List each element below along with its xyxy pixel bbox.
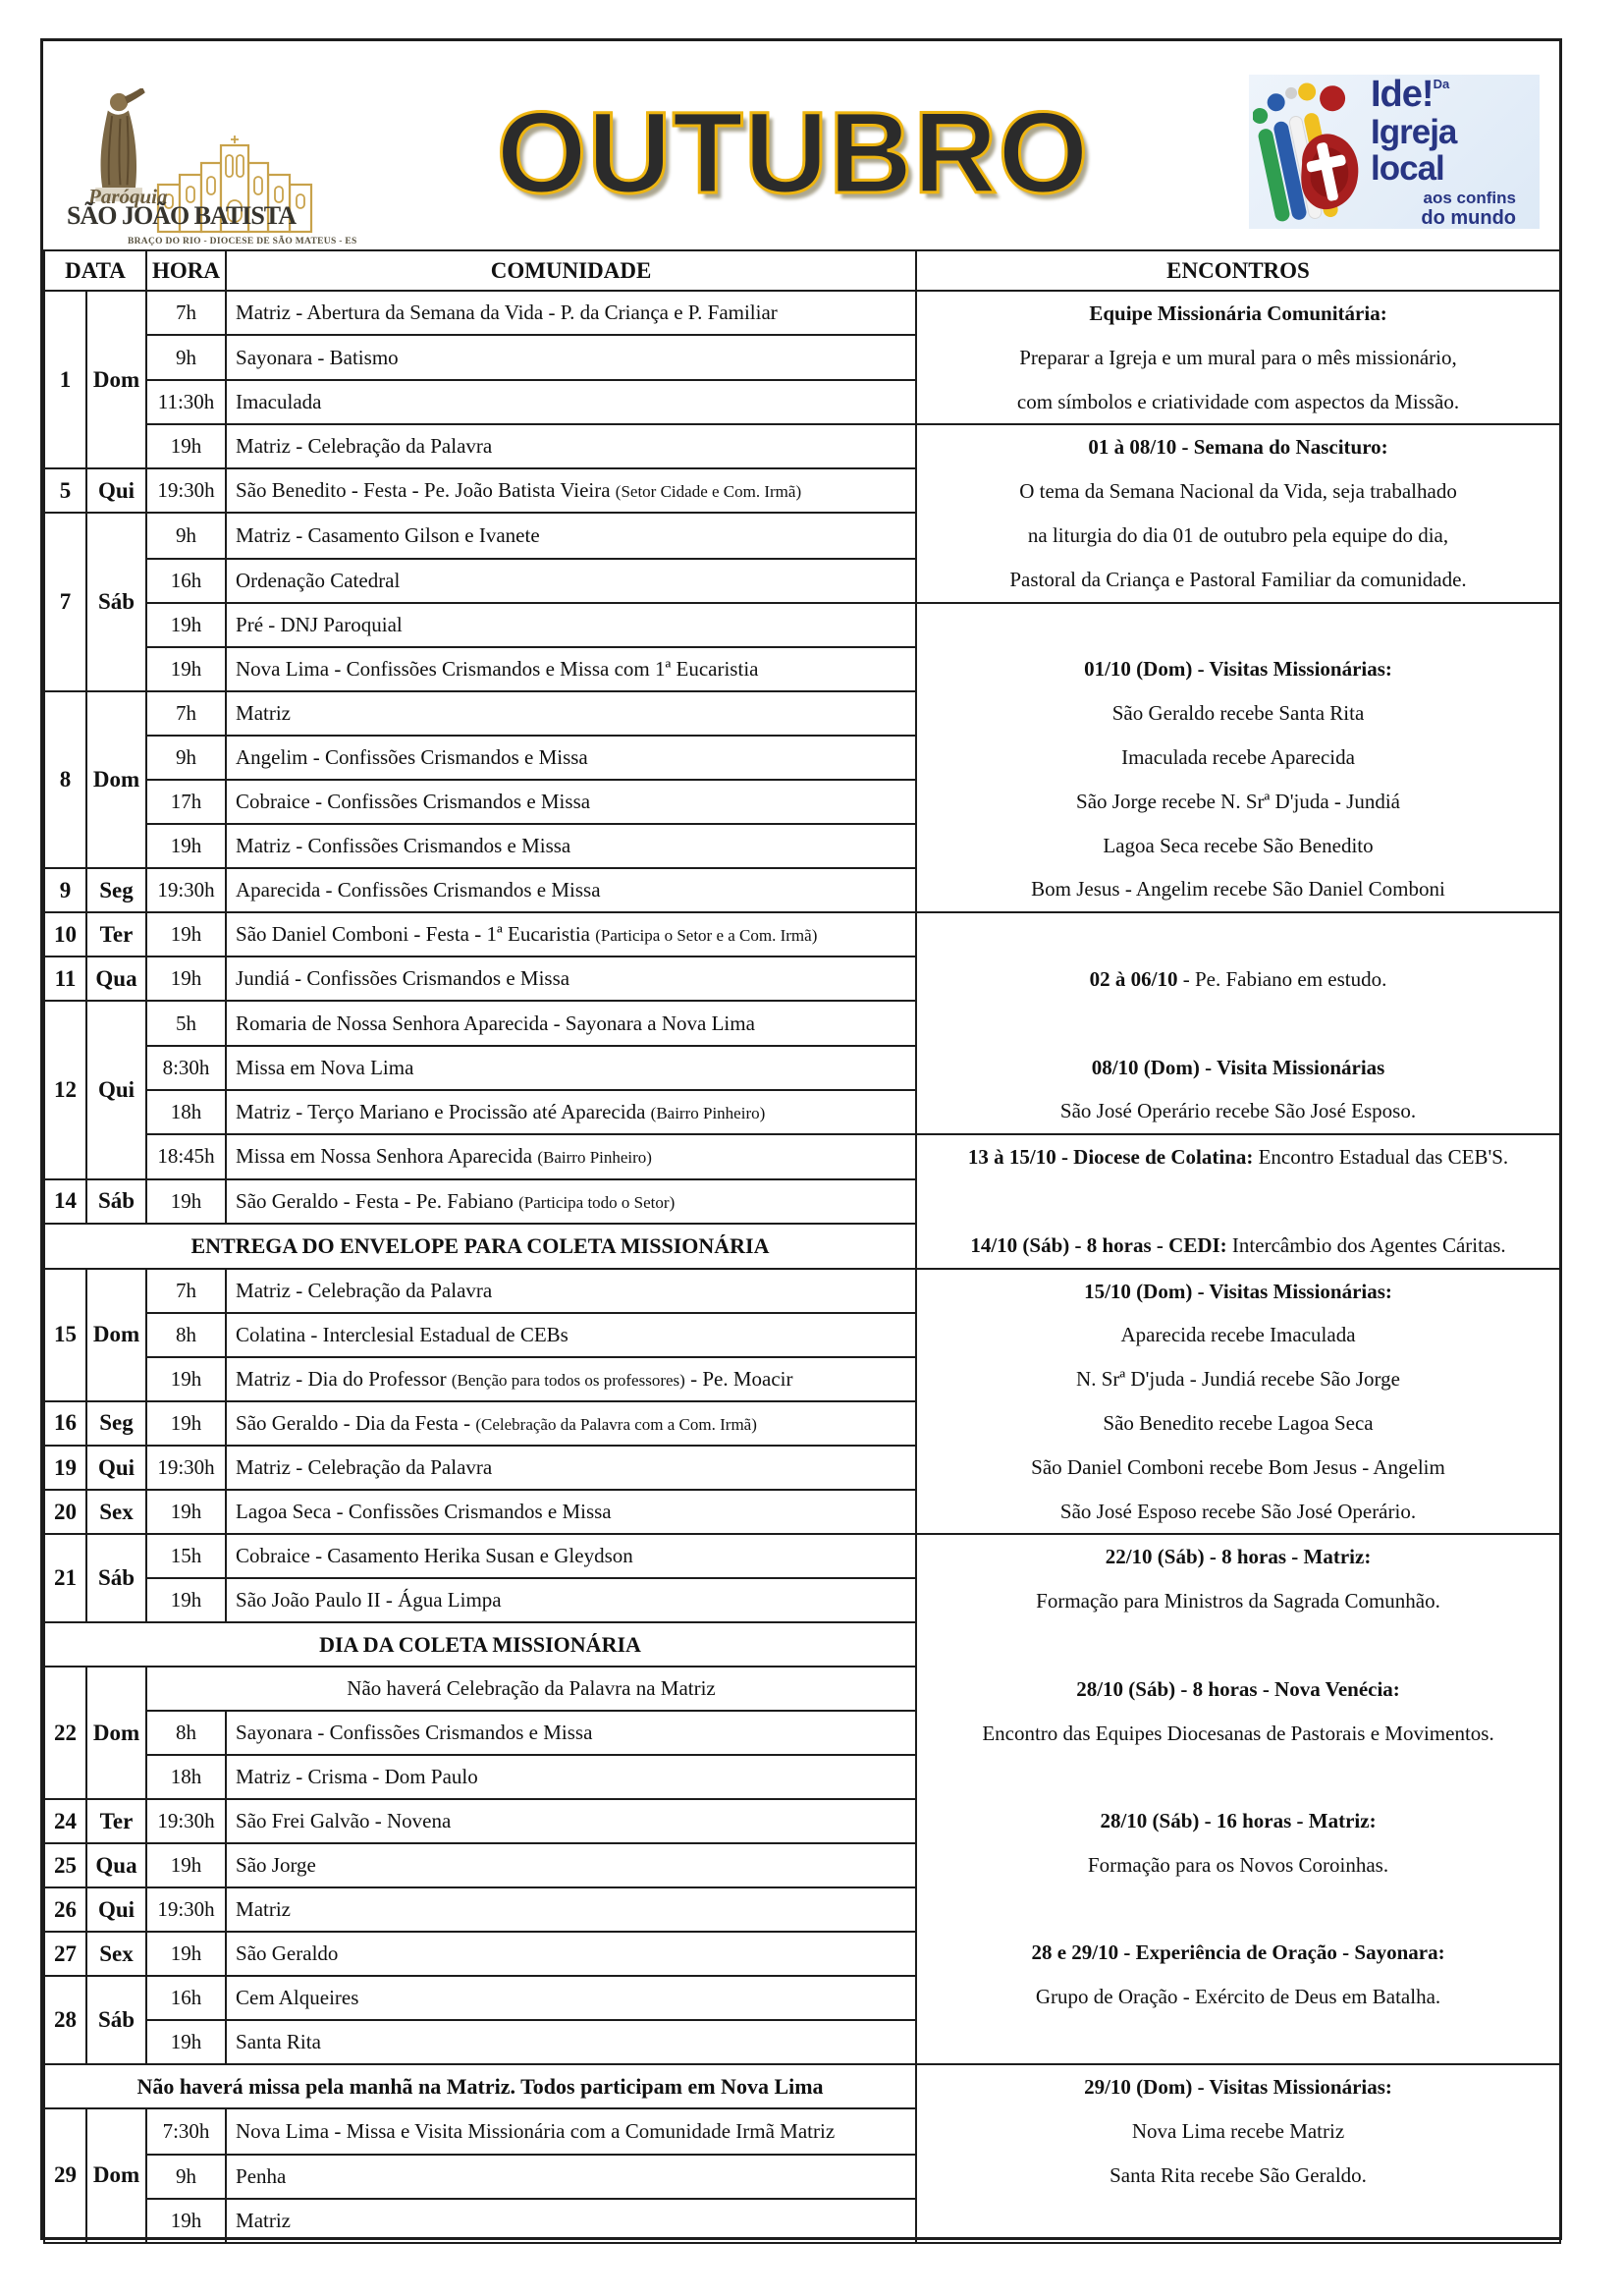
bold-segment: 08/10 (Dom) - Visita Missionárias — [1091, 1055, 1385, 1079]
day-number-cell: 24 — [44, 1799, 86, 1843]
community-cell — [226, 912, 916, 957]
time-cell: 19h — [146, 424, 226, 468]
community-cell — [226, 1932, 916, 1976]
text-segment: na liturgia do dia 01 de outubro pela equipe do dia, — [1027, 522, 1449, 547]
day-name-cell: Dom — [86, 291, 146, 468]
encontros-line — [917, 1270, 1559, 1314]
text-segment: Nova Lima - Confissões Crismandos e Missa com 1ª Eucaristia — [236, 656, 759, 681]
encontros-blank-line — [917, 2019, 1559, 2063]
day-name-cell: Sáb — [86, 1179, 146, 1224]
mission-text-do-mundo: do mundo — [1421, 207, 1516, 229]
community-cell — [226, 780, 916, 824]
encontros-line — [917, 380, 1559, 424]
time-cell: 18h — [146, 1090, 226, 1134]
encontros-line — [917, 1799, 1559, 1843]
text-segment: Nova Lima recebe Matriz — [1131, 2119, 1345, 2144]
text-segment: São Frei Galvão - Novena — [236, 1809, 452, 1833]
mission-text-ide: Ide! — [1371, 75, 1434, 115]
text-segment: Encontro Estadual das CEB'S. — [1253, 1145, 1509, 1170]
community-cell — [226, 1090, 916, 1134]
community-cell — [226, 1755, 916, 1799]
text-segment: Matriz - Dia do Professor — [236, 1366, 452, 1391]
text-segment: Pastoral da Criança e Pastoral Familiar da comunidade. — [1009, 567, 1467, 591]
text-segment: São Geraldo - Festa - Pe. Fabiano — [236, 1188, 519, 1213]
text-segment: - Pe. Fabiano em estudo. — [1177, 966, 1387, 991]
day-number-cell: 1 — [44, 291, 86, 468]
community-cell — [226, 291, 916, 335]
time-cell: 7:30h — [146, 2108, 226, 2154]
mission-text-local: local — [1371, 149, 1444, 188]
text-segment: Matriz - Abertura da Semana da Vida - P. da Criança e P. Familiar — [236, 301, 778, 325]
text-segment: Matriz - Confissões Crismandos e Missa — [236, 834, 571, 858]
community-cell — [226, 380, 916, 424]
time-cell: 17h — [146, 780, 226, 824]
day-number-cell: 22 — [44, 1667, 86, 1799]
community-cell — [226, 2108, 916, 2154]
no-celebration-cell: Não haverá Celebração da Palavra na Matriz — [146, 1667, 916, 1711]
bold-segment: Equipe Missionária Comunitária: — [1089, 301, 1387, 325]
time-cell: 7h — [146, 291, 226, 335]
time-cell: 15h — [146, 1534, 226, 1578]
encontros-cell — [916, 291, 1560, 424]
encontros-line — [917, 957, 1559, 1002]
encontros-blank-line — [917, 1755, 1559, 1799]
day-name-cell: Sáb — [86, 513, 146, 690]
day-number-cell: 12 — [44, 1001, 86, 1178]
day-number-cell: 27 — [44, 1932, 86, 1976]
community-cell — [226, 559, 916, 603]
encontros-line — [917, 1975, 1559, 2019]
text-segment: N. Srª D'juda - Jundiá recebe São Jorge — [1076, 1367, 1400, 1392]
day-name-cell: Dom — [86, 1269, 146, 1401]
month-title-wrap — [337, 71, 1249, 220]
encontros-line — [917, 469, 1559, 514]
time-cell: 8:30h — [146, 1046, 226, 1090]
parish-logo-paroquia: Paróquia — [88, 185, 168, 208]
encontros-line — [917, 1667, 1559, 1712]
day-number-cell: 29 — [44, 2108, 86, 2242]
community-cell — [226, 2199, 916, 2243]
mission-text-aos-confins: aos confins — [1423, 189, 1516, 207]
missionary-month-logo — [1249, 75, 1540, 229]
day-name-cell: Seg — [86, 1401, 146, 1446]
text-segment: Matriz - Celebração da Palavra — [236, 434, 493, 459]
community-cell — [226, 1313, 916, 1357]
schedule-row — [44, 1534, 1560, 1578]
day-number-cell: 28 — [44, 1976, 86, 2064]
time-cell: 19h — [146, 1179, 226, 1224]
encontros-line — [917, 558, 1559, 602]
band-cell: Não haverá missa pela manhã na Matriz. Todos participam em Nova Lima — [44, 2064, 916, 2108]
day-name-cell: Sáb — [86, 1976, 146, 2064]
text-segment: Missa em Nova Lima — [236, 1056, 414, 1080]
band-row — [44, 2064, 1560, 2108]
community-cell — [226, 1134, 916, 1178]
small-segment: (Benção para todos os professores) — [451, 1370, 685, 1390]
parish-logo — [57, 41, 357, 249]
day-name-cell: Sáb — [86, 1534, 146, 1622]
community-cell — [226, 647, 916, 691]
day-number-cell: 11 — [44, 957, 86, 1001]
col-header-data: DATA — [44, 250, 146, 291]
encontros-blank-line — [917, 2198, 1559, 2242]
col-header-encontros: ENCONTROS — [916, 250, 1560, 291]
encontros-cell — [916, 1269, 1560, 1535]
text-segment: Matriz - Celebração da Palavra — [236, 1278, 493, 1302]
text-segment: Matriz — [236, 1897, 291, 1922]
day-number-cell: 7 — [44, 513, 86, 690]
encontros-line — [917, 1579, 1559, 1623]
header-row — [44, 250, 1560, 291]
text-segment: Santa Rita recebe São Geraldo. — [1110, 2162, 1367, 2187]
day-number-cell: 25 — [44, 1843, 86, 1887]
community-cell — [226, 1976, 916, 2020]
time-cell: 19h — [146, 1401, 226, 1446]
text-segment: com símbolos e criatividade com aspectos da Missão. — [1016, 389, 1460, 413]
day-number-cell: 19 — [44, 1446, 86, 1490]
parish-logo-subtitle: BRAÇO DO RIO - DIOCESE DE SÃO MATEUS - ES — [128, 237, 357, 246]
community-cell — [226, 824, 916, 868]
text-segment: Cobraice - Confissões Crismandos e Missa — [236, 790, 591, 814]
text-segment: Lagoa Seca - Confissões Crismandos e Missa — [236, 1500, 612, 1524]
day-name-cell: Ter — [86, 1799, 146, 1843]
time-cell: 9h — [146, 335, 226, 379]
day-name-cell: Qui — [86, 1446, 146, 1490]
encontros-blank-line — [917, 913, 1559, 957]
small-segment: (Setor Cidade e Com. Irmã) — [615, 482, 802, 502]
community-cell — [226, 1446, 916, 1490]
text-segment: Romaria de Nossa Senhora Aparecida - Sayonara a Nova Lima — [236, 1011, 755, 1035]
encontros-line — [917, 736, 1559, 780]
text-segment: Ordenação Catedral — [236, 568, 401, 592]
text-segment: Aparecida - Confissões Crismandos e Missa — [236, 878, 601, 902]
day-number-cell: 21 — [44, 1534, 86, 1622]
schedule-row — [44, 1134, 1560, 1178]
text-segment: Formação para os Novos Coroinhas. — [1087, 1852, 1389, 1877]
day-name-cell: Qui — [86, 1001, 146, 1178]
encontros-blank-line — [917, 1623, 1559, 1667]
encontros-blank-line — [917, 1002, 1559, 1046]
time-cell: 11:30h — [146, 380, 226, 424]
text-segment: Grupo de Oração - Exército de Deus em Batalha. — [1035, 1985, 1441, 2009]
time-cell: 19h — [146, 1357, 226, 1401]
schedule-row — [44, 291, 1560, 335]
community-cell — [226, 335, 916, 379]
time-cell: 9h — [146, 2155, 226, 2199]
text-segment: Cem Alqueires — [236, 1986, 359, 2010]
mission-text-igreja: Igreja — [1371, 113, 1457, 151]
small-segment: (Bairro Pinheiro) — [650, 1104, 766, 1123]
community-cell — [226, 1490, 916, 1534]
time-cell: 19h — [146, 1932, 226, 1976]
text-segment: São Daniel Comboni - Festa - 1ª Eucaristia — [236, 922, 596, 947]
text-segment: Matriz - Crisma - Dom Paulo — [236, 1765, 478, 1789]
time-cell: 19h — [146, 2199, 226, 2243]
community-cell — [226, 736, 916, 780]
text-segment: Matriz - Terço Mariano e Procissão até Aparecida — [236, 1100, 651, 1124]
page-frame — [40, 38, 1562, 2240]
encontros-blank-line — [917, 1887, 1559, 1932]
time-cell: 19:30h — [146, 468, 226, 513]
bold-segment: 01/10 (Dom) - Visitas Missionárias: — [1084, 657, 1392, 682]
text-segment: Sayonara - Batismo — [236, 345, 399, 369]
small-segment: (Participa todo o Setor) — [518, 1192, 676, 1212]
bold-segment: 15/10 (Dom) - Visitas Missionárias: — [1084, 1279, 1392, 1303]
mission-logo-text — [1371, 76, 1528, 228]
text-segment: Jundiá - Confissões Crismandos e Missa — [236, 966, 570, 991]
text-segment: Colatina - Interclesial Estadual de CEBs — [236, 1322, 568, 1346]
community-cell — [226, 424, 916, 468]
encontros-cell — [916, 424, 1560, 602]
text-segment: Santa Rita — [236, 2030, 321, 2054]
community-cell — [226, 1401, 916, 1446]
encontros-line — [917, 2154, 1559, 2198]
text-segment: São Benedito - Festa - Pe. João Batista Vieira — [236, 478, 616, 503]
month-title: OUTUBRO — [496, 88, 1090, 218]
text-segment: Lagoa Seca recebe São Benedito — [1103, 833, 1374, 857]
time-cell: 18:45h — [146, 1134, 226, 1178]
time-cell: 19h — [146, 603, 226, 647]
time-cell: 19h — [146, 647, 226, 691]
text-segment: Nova Lima - Missa e Visita Missionária com a Comunidade Irmã Matriz — [236, 2118, 836, 2143]
community-cell — [226, 513, 916, 558]
calendar-body — [44, 291, 1560, 2243]
community-cell — [226, 468, 916, 513]
text-segment: São José Esposo recebe São José Operário. — [1059, 1499, 1417, 1523]
encontros-line — [917, 1535, 1559, 1579]
page-header — [43, 41, 1559, 249]
encontros-line — [917, 292, 1559, 336]
bold-segment: 13 à 15/10 - Diocese de Colatina: — [967, 1145, 1254, 1170]
day-number-cell: 15 — [44, 1269, 86, 1401]
text-segment: Penha — [236, 2163, 287, 2188]
day-name-cell: Dom — [86, 691, 146, 869]
day-name-cell: Seg — [86, 868, 146, 912]
schedule-row — [44, 1269, 1560, 1313]
text-segment: Pré - DNJ Paroquial — [236, 612, 403, 636]
text-segment: São Geraldo recebe Santa Rita — [1111, 701, 1365, 726]
encontros-cell — [916, 1534, 1560, 2064]
time-cell: 9h — [146, 513, 226, 558]
calendar-table — [43, 249, 1561, 2244]
text-segment: São Geraldo - Dia da Festa - — [236, 1410, 476, 1435]
day-name-cell: Qui — [86, 1887, 146, 1932]
encontros-line — [917, 425, 1559, 469]
time-cell: 19h — [146, 1843, 226, 1887]
time-cell: 19:30h — [146, 868, 226, 912]
encontros-line — [917, 824, 1559, 868]
time-cell: 8h — [146, 1313, 226, 1357]
encontros-cell — [916, 912, 1560, 1134]
schedule-row — [44, 912, 1560, 957]
text-segment: Imaculada — [236, 390, 322, 414]
text-segment: São Daniel Comboni recebe Bom Jesus - Angelim — [1031, 1454, 1445, 1479]
time-cell: 7h — [146, 1269, 226, 1313]
time-cell: 16h — [146, 559, 226, 603]
schedule-row — [44, 424, 1560, 468]
day-number-cell: 16 — [44, 1401, 86, 1446]
day-name-cell: Dom — [86, 1667, 146, 1799]
text-segment: Preparar a Igreja e um mural para o mês missionário, — [1019, 345, 1457, 369]
day-name-cell: Qui — [86, 468, 146, 513]
time-cell: 19:30h — [146, 1887, 226, 1932]
time-cell: 5h — [146, 1001, 226, 1046]
time-cell: 19h — [146, 1578, 226, 1622]
footprint-heart-icon — [1253, 79, 1369, 226]
time-cell: 9h — [146, 736, 226, 780]
encontros-line — [917, 1446, 1559, 1490]
encontros-line — [917, 1401, 1559, 1446]
community-cell — [226, 1534, 916, 1578]
encontros-line — [917, 1089, 1559, 1133]
text-segment: Sayonara - Confissões Crismandos e Missa — [236, 1721, 593, 1745]
community-cell — [226, 1179, 916, 1224]
day-number-cell: 9 — [44, 868, 86, 912]
encontros-line — [917, 2065, 1559, 2109]
bold-segment: 29/10 (Dom) - Visitas Missionárias: — [1084, 2075, 1392, 2100]
bold-segment: 22/10 (Sáb) - 8 horas - Matriz: — [1105, 1545, 1372, 1569]
day-name-cell: Ter — [86, 912, 146, 957]
band-cell: DIA DA COLETA MISSIONÁRIA — [44, 1622, 916, 1667]
encontros-line — [917, 1843, 1559, 1887]
community-cell — [226, 1799, 916, 1843]
community-cell — [226, 1269, 916, 1313]
community-cell — [226, 603, 916, 647]
encontros-line — [917, 1313, 1559, 1357]
time-cell: 8h — [146, 1711, 226, 1755]
time-cell: 19:30h — [146, 1799, 226, 1843]
encontros-line — [917, 647, 1559, 691]
encontros-line — [917, 1357, 1559, 1401]
time-cell: 18h — [146, 1755, 226, 1799]
day-number-cell: 14 — [44, 1179, 86, 1224]
time-cell: 19h — [146, 912, 226, 957]
community-cell — [226, 1046, 916, 1090]
encontros-line — [917, 1224, 1559, 1268]
encontros-cell — [916, 1134, 1560, 1268]
time-cell: 19h — [146, 824, 226, 868]
community-cell — [226, 1578, 916, 1622]
encontros-line — [917, 1046, 1559, 1090]
time-cell: 19h — [146, 2020, 226, 2064]
mission-text-da: Da — [1433, 77, 1450, 91]
encontros-cell — [916, 603, 1560, 913]
text-segment: Matriz — [236, 700, 291, 725]
community-cell — [226, 868, 916, 912]
encontros-blank-line — [917, 604, 1559, 648]
time-cell: 19h — [146, 1490, 226, 1534]
text-segment: Matriz - Casamento Gilson e Ivanete — [236, 522, 540, 547]
day-name-cell: Dom — [86, 2108, 146, 2242]
time-cell: 19h — [146, 957, 226, 1001]
text-segment: Cobraice - Casamento Herika Susan e Gleydson — [236, 1544, 633, 1568]
text-segment: Aparecida recebe Imaculada — [1120, 1323, 1356, 1347]
schedule-row — [44, 603, 1560, 647]
encontros-line — [917, 1490, 1559, 1534]
time-cell: 16h — [146, 1976, 226, 2020]
text-segment: Angelim - Confissões Crismandos e Missa — [236, 745, 588, 770]
day-name-cell: Qua — [86, 957, 146, 1001]
text-segment: - Pe. Moacir — [684, 1366, 793, 1391]
text-segment: São José Operário recebe São José Esposo. — [1059, 1099, 1417, 1123]
band-cell: ENTREGA DO ENVELOPE PARA COLETA MISSIONÁRIA — [44, 1224, 916, 1268]
community-cell — [226, 1711, 916, 1755]
community-cell — [226, 957, 916, 1001]
text-segment: Bom Jesus - Angelim recebe São Daniel Comboni — [1031, 877, 1445, 902]
encontros-line — [917, 867, 1559, 911]
community-cell — [226, 2155, 916, 2199]
text-segment: São João Paulo II - Água Limpa — [236, 1588, 502, 1613]
text-segment: São Benedito recebe Lagoa Seca — [1103, 1410, 1374, 1435]
community-cell — [226, 1843, 916, 1887]
text-segment: Intercâmbio dos Agentes Cáritas. — [1226, 1232, 1506, 1257]
day-name-cell: Qua — [86, 1843, 146, 1887]
bold-segment: 28/10 (Sáb) - 16 horas - Matriz: — [1100, 1809, 1377, 1833]
bold-segment: 01 à 08/10 - Semana do Nascituro: — [1088, 435, 1388, 460]
text-segment: Encontro das Equipes Diocesanas de Pastorais e Movimentos. — [982, 1721, 1494, 1745]
day-number-cell: 10 — [44, 912, 86, 957]
parish-logo-name: SÃO JOÃO BATISTA — [67, 201, 296, 230]
encontros-cell — [916, 2064, 1560, 2242]
time-cell: 19:30h — [146, 1446, 226, 1490]
text-segment: Matriz - Celebração da Palavra — [236, 1455, 493, 1480]
text-segment: Imaculada recebe Aparecida — [1121, 744, 1355, 769]
text-segment: São Geraldo — [236, 1941, 339, 1966]
encontros-line — [917, 1712, 1559, 1756]
day-number-cell: 5 — [44, 468, 86, 513]
small-segment: (Celebração da Palavra com a Com. Irmã) — [475, 1414, 757, 1434]
day-number-cell: 8 — [44, 691, 86, 869]
text-segment: São Jorge recebe N. Srª D'juda - Jundiá — [1076, 789, 1400, 813]
bold-segment: 02 à 06/10 — [1089, 966, 1178, 991]
day-number-cell: 20 — [44, 1490, 86, 1534]
community-cell — [226, 2020, 916, 2064]
encontros-line — [917, 336, 1559, 380]
col-header-comunidade: COMUNIDADE — [226, 250, 916, 291]
small-segment: (Bairro Pinheiro) — [537, 1148, 652, 1168]
community-cell — [226, 1357, 916, 1401]
encontros-line — [917, 1135, 1559, 1179]
encontros-line — [917, 1931, 1559, 1975]
encontros-line — [917, 2109, 1559, 2154]
text-segment: O tema da Semana Nacional da Vida, seja trabalhado — [1019, 479, 1457, 504]
bold-segment: 14/10 (Sáb) - 8 horas - CEDI: — [970, 1232, 1227, 1257]
encontros-line — [917, 691, 1559, 736]
encontros-blank-line — [917, 1179, 1559, 1224]
day-name-cell: Sex — [86, 1490, 146, 1534]
text-segment: São Jorge — [236, 1853, 316, 1878]
community-cell — [226, 1001, 916, 1046]
small-segment: (Participa o Setor e a Com. Irmã) — [595, 926, 818, 946]
text-segment: Matriz — [236, 2208, 291, 2232]
text-segment: Missa em Nossa Senhora Aparecida — [236, 1144, 538, 1169]
encontros-line — [917, 514, 1559, 558]
col-header-hora: HORA — [146, 250, 226, 291]
encontros-line — [917, 780, 1559, 824]
day-number-cell: 26 — [44, 1887, 86, 1932]
bold-segment: 28 e 29/10 - Experiência de Oração - Sayonara: — [1031, 1941, 1445, 1965]
community-cell — [226, 1887, 916, 1932]
bold-segment: 28/10 (Sáb) - 8 horas - Nova Venécia: — [1076, 1676, 1400, 1701]
community-cell — [226, 691, 916, 737]
day-name-cell: Sex — [86, 1932, 146, 1976]
text-segment: Formação para Ministros da Sagrada Comunhão. — [1036, 1589, 1440, 1613]
time-cell: 7h — [146, 691, 226, 737]
